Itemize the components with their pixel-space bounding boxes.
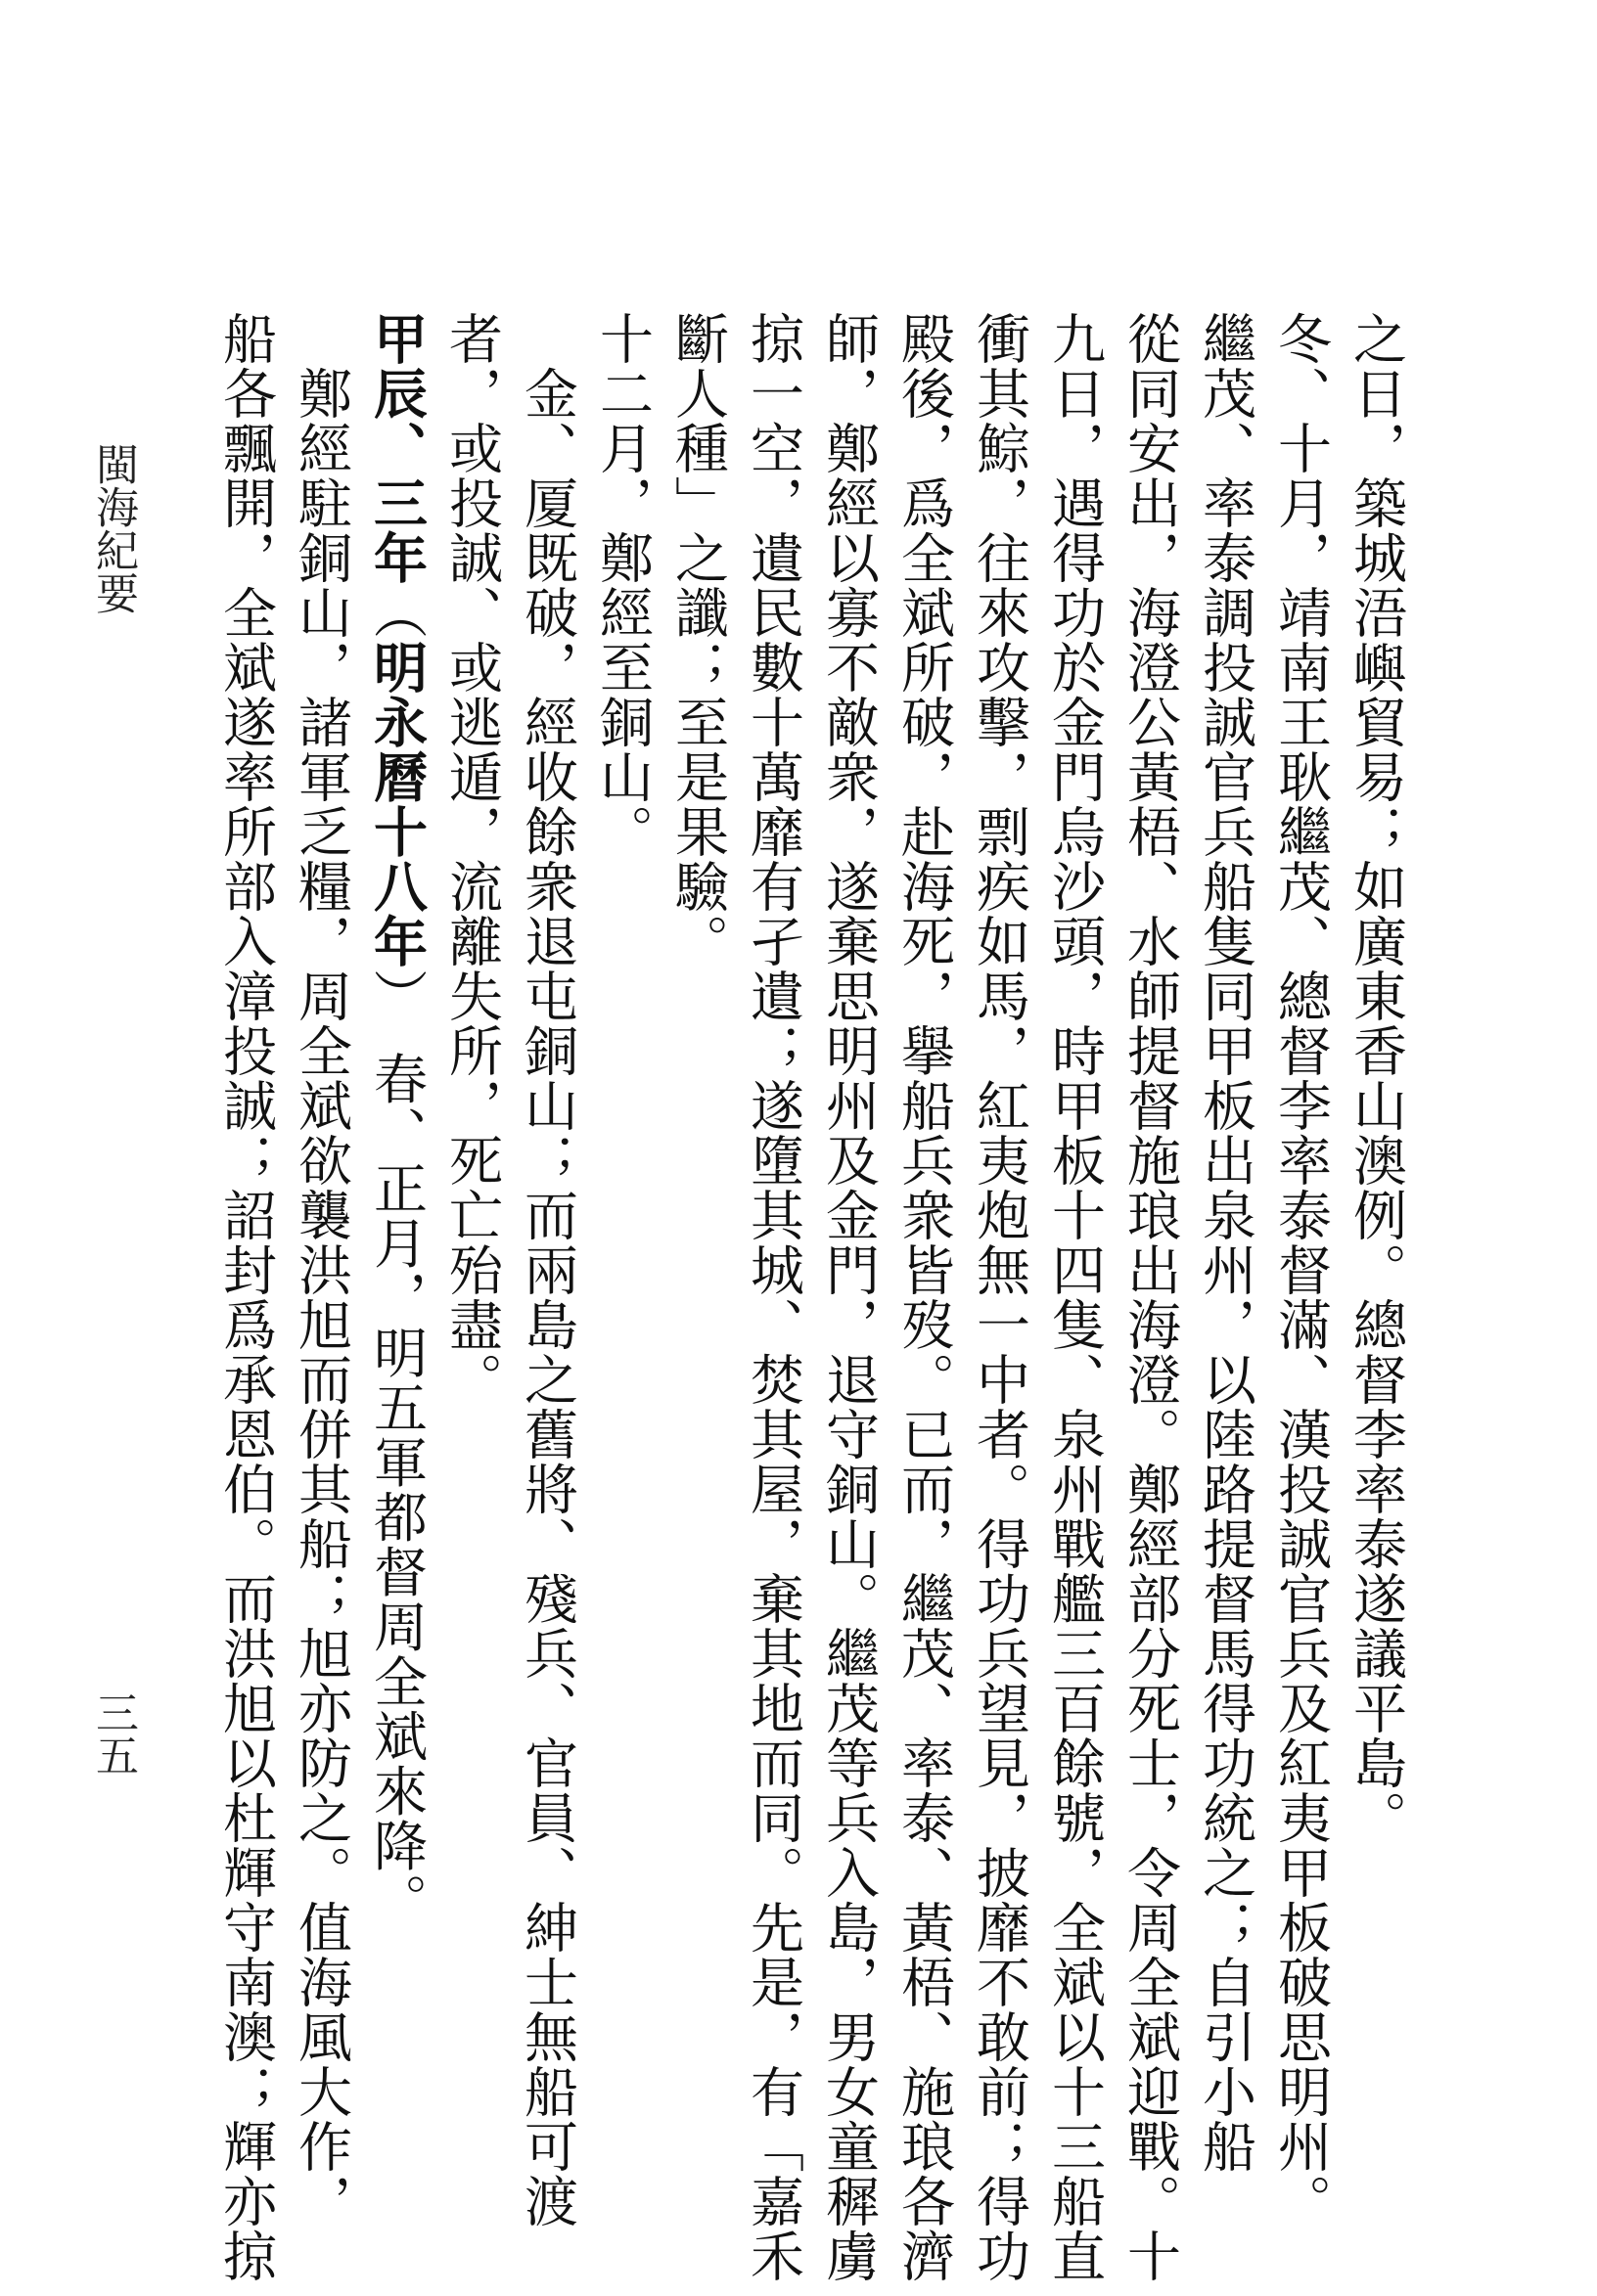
text-line-2: 冬、十月，靖南王耿繼茂、總督李率泰督滿、漢投誠官兵及紅夷甲板破思明州。: [1269, 311, 1332, 2228]
text-line-11: 十二月，鄭經至銅山。: [591, 311, 654, 859]
year-heading-line: [363, 311, 430, 1928]
text-line-6: 衝其鯮，往來攻擊，剽疾如馬，紅夷炮無一中者。得功兵望見，披靡不敢前；得功: [968, 311, 1030, 2283]
heading-paren-close: ）: [365, 968, 428, 997]
text-line-12: 金、厦既破，經收餘衆退屯銅山；而兩島之舊將、殘兵、官員、紳士無船可渡: [516, 311, 578, 2228]
year-heading: 甲辰、三年: [365, 311, 429, 585]
page-header-title: 閩海紀要: [88, 442, 138, 614]
page-number: 三五: [88, 1690, 138, 1777]
text-line-5: 九日，遇得功於金門烏沙頭，時甲板十四隻、泉州戰艦三百餘號，全斌以十三船直: [1043, 311, 1106, 2283]
text-line-3: 繼茂、率泰調投誠官兵船隻同甲板出泉州，以陸路提督馬得功統之；自引小船: [1194, 311, 1256, 2174]
text-line-9: 掠一空，遺民數十萬靡有孑遺；遂墮其城、焚其屋，棄其地而同。先是，有「嘉禾: [742, 311, 804, 2283]
text-line-10: 斷人種」之讖；至是果驗。: [666, 311, 729, 968]
text-line-8: 師，鄭經以寡不敵衆，遂棄思明州及金門，退守銅山。繼茂等兵入島，男女童穉虜: [817, 311, 880, 2283]
text-line-16: 船各飄開，全斌遂率所部入漳投誠；詔封爲承恩伯。而洪旭以杜輝守南澳；輝亦掠: [214, 311, 277, 2283]
text-line-13: 者，或投誠、或逃遁，流離失所，死亡殆盡。: [440, 311, 503, 1407]
text-line-1: 之日，築城浯嶼貿易；如廣東香山澳例。總督李率泰遂議平島。: [1345, 311, 1407, 1845]
ming-era-heading: 明永曆十八年: [365, 640, 429, 968]
text-line-15: 鄭經駐銅山，諸軍乏糧，周全斌欲襲洪旭而併其船；旭亦防之。值海風大作，: [290, 311, 352, 2228]
text-line-4: 從同安出，海澄公黃梧、水師提督施琅出海澄。鄭經部分死士，令周全斌迎戰。十: [1118, 311, 1181, 2283]
heading-paren-open: （: [365, 585, 428, 640]
text-line-7: 殿後，爲全斌所破，赴海死，擧船兵衆皆歿。已而，繼茂、率泰、黃梧、施琅各濟: [892, 311, 955, 2283]
text-line-14: 春、正月，明五軍都督周全斌來降。: [365, 996, 428, 1928]
